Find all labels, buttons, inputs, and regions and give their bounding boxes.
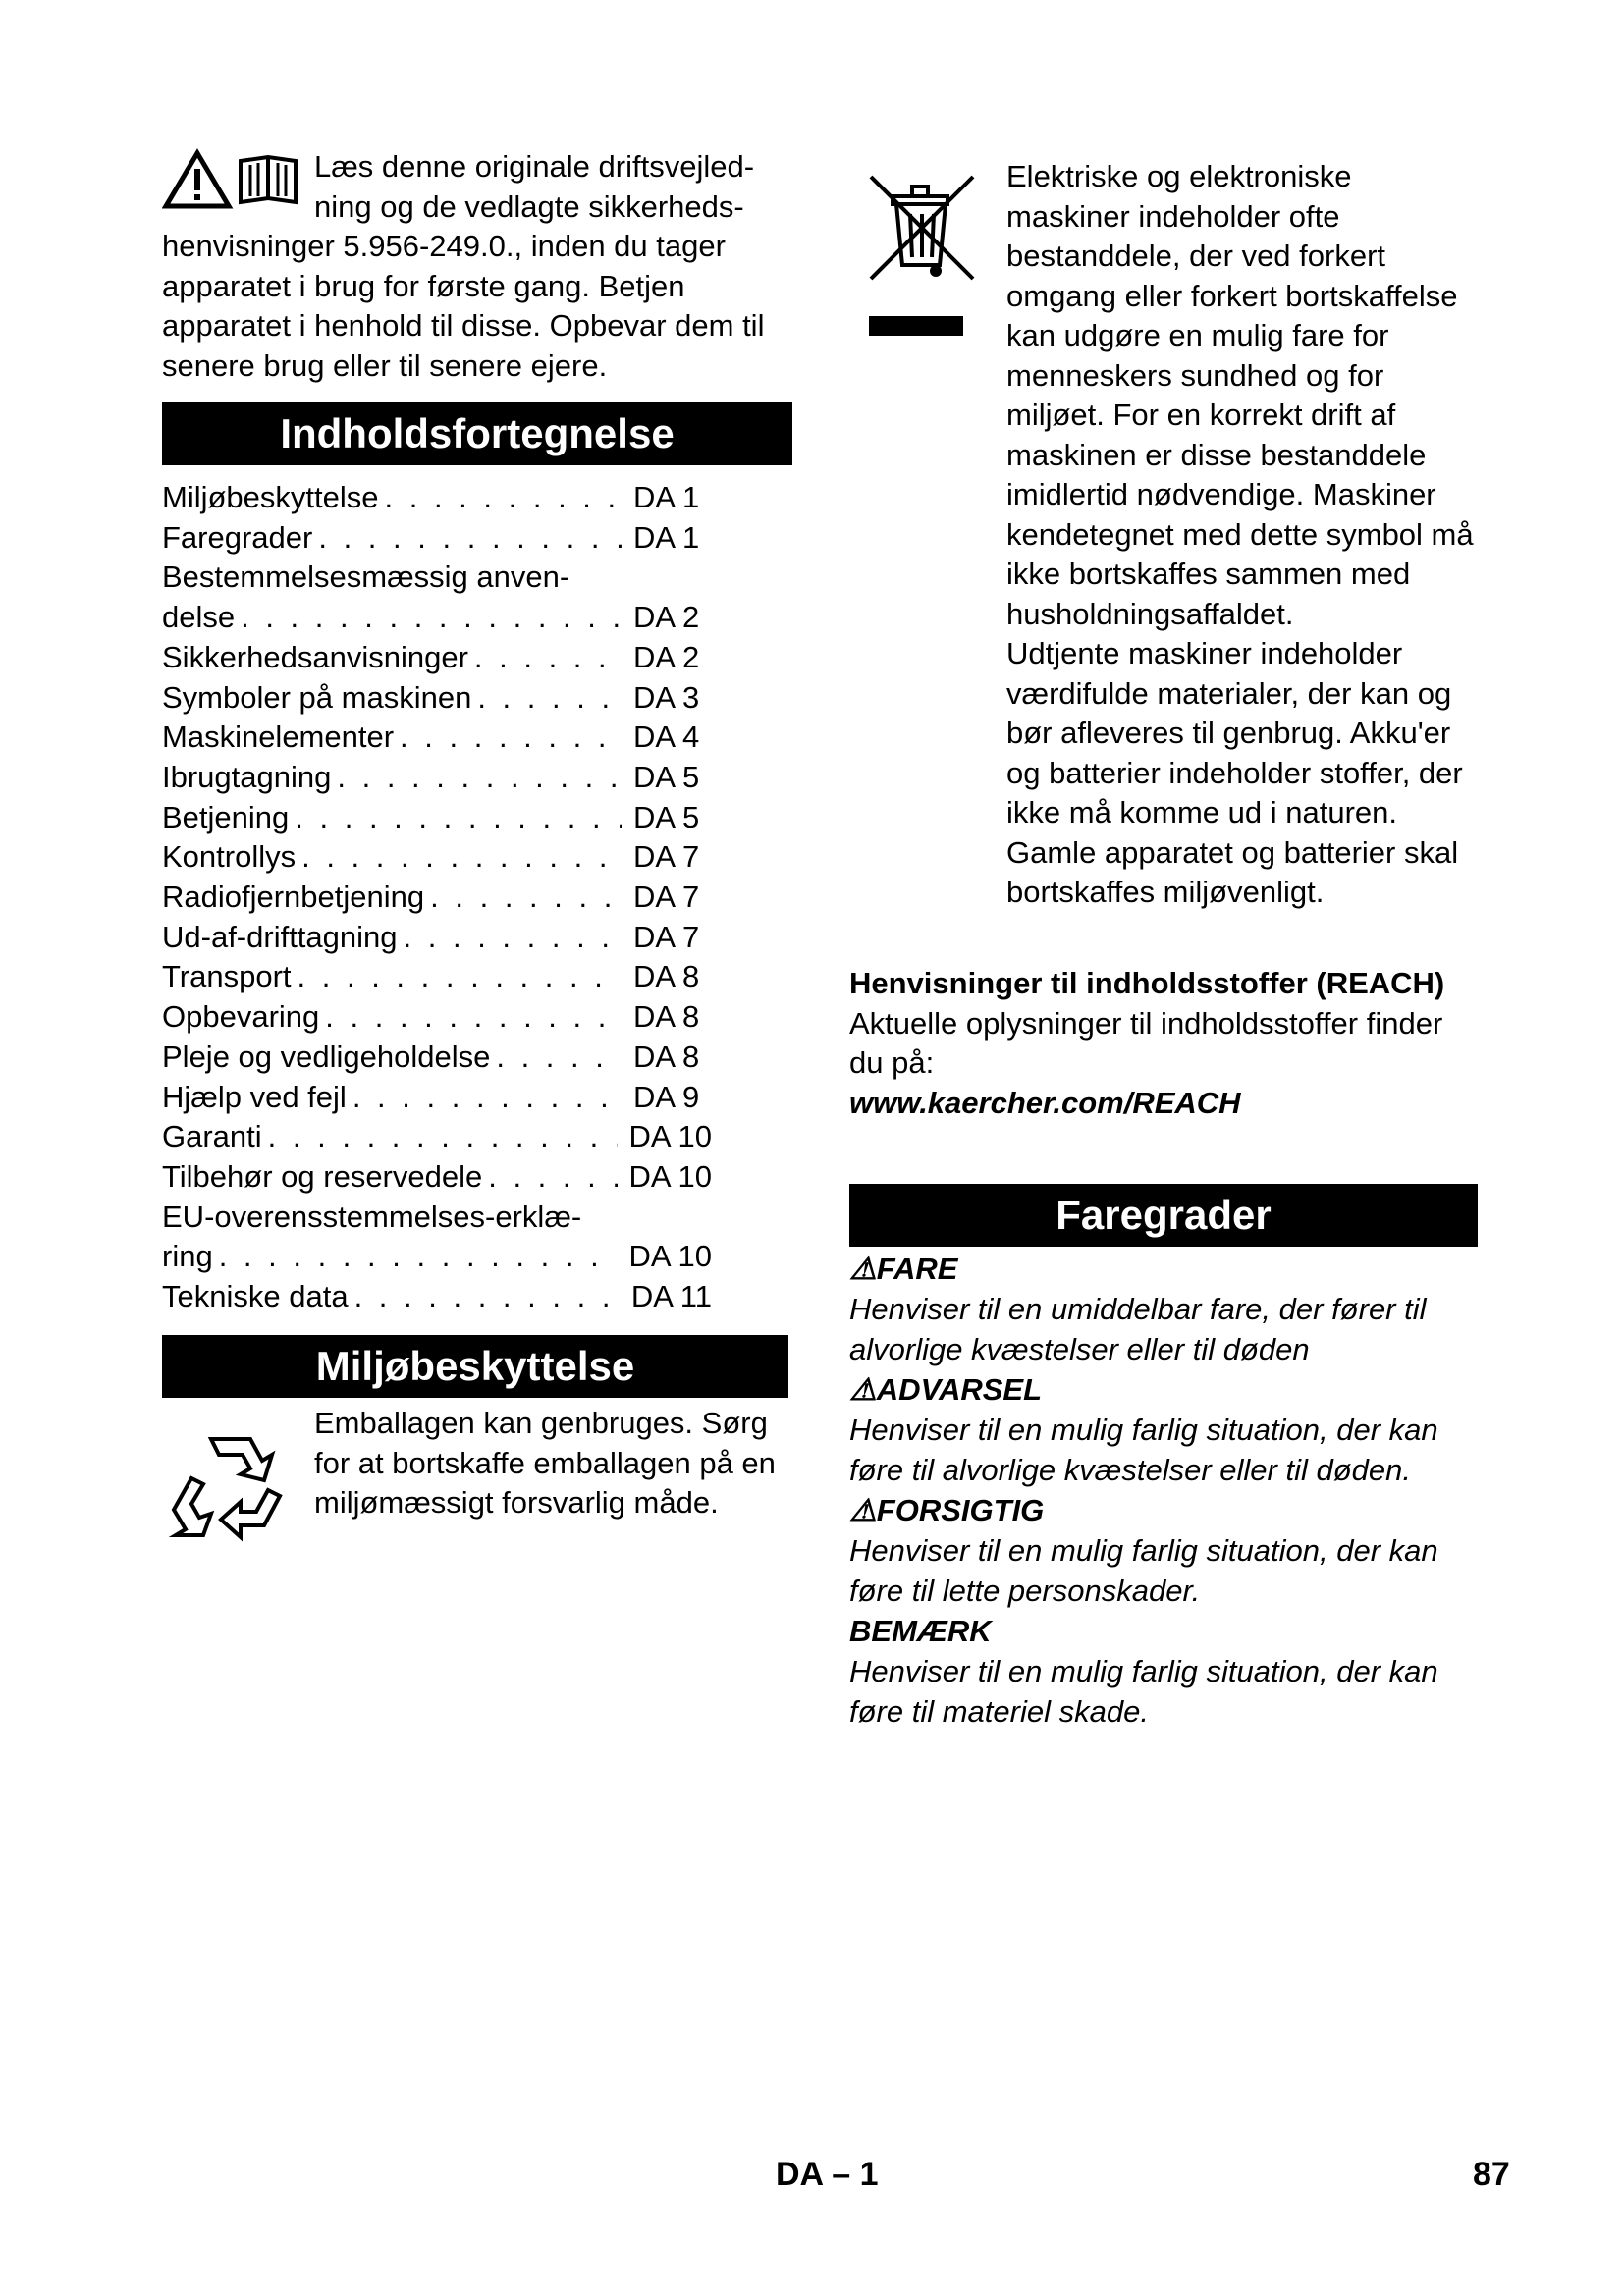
toc-row[interactable] xyxy=(162,1078,712,1118)
toc-dot-leader xyxy=(292,957,622,997)
hazard-label-bemaerk: BEMÆRK xyxy=(849,1614,992,1648)
toc-title: Symboler på maskinen xyxy=(162,679,472,715)
hazard-text-advarsel: Henviser til en mulig farlig situation, der kan føre til alvorlige kvæstelser eller til døden. xyxy=(849,1413,1438,1487)
toc-title: delse xyxy=(162,600,236,635)
weee-text: Elektriske og elektroniske maskiner indeholder ofte bestanddele, der ved forkert omgang eller forkert bortskaffelse kan udgøre en mulig fare for menneskers sundhed og for miljøet. For en korrekt drift af maskinen er disse bestanddele imidlertid nødvendige. Maskiner kendetegnet med dette symbol må ikke bortskaffes sammen med husholdningsaffaldet. xyxy=(1006,159,1474,631)
toc-row[interactable] xyxy=(162,678,712,719)
toc-page-ref: DA 10 xyxy=(628,1119,712,1154)
warning-book-icon xyxy=(162,147,309,226)
toc-page-ref: DA 8 xyxy=(633,1039,700,1074)
toc-title: Tekniske data xyxy=(162,1279,349,1314)
toc-dot-leader xyxy=(398,918,622,958)
toc-page-ref: DA 8 xyxy=(633,959,700,994)
toc-dot-leader xyxy=(312,518,622,559)
toc-row[interactable] xyxy=(162,518,712,559)
toc-dot-leader xyxy=(235,598,622,638)
toc-row[interactable] xyxy=(162,1237,712,1277)
warning-icon: ⚠ xyxy=(849,1493,877,1527)
toc-row[interactable] xyxy=(162,1117,712,1157)
toc-dot-leader xyxy=(289,798,622,838)
toc-title: Ud-af-drifttagning xyxy=(162,919,398,954)
toc-page-ref: DA 10 xyxy=(628,1158,712,1194)
toc-row[interactable] xyxy=(162,718,712,758)
toc-row[interactable] xyxy=(162,878,712,918)
intro-line-2: ning og de vedlagte sikkerheds- xyxy=(314,188,744,224)
toc-dot-leader xyxy=(482,1157,617,1198)
toc-title: Pleje og vedligeholdelse xyxy=(162,1039,491,1074)
toc-dot-leader xyxy=(213,1237,618,1277)
toc-dot-leader xyxy=(468,638,622,678)
toc-page-ref: DA 5 xyxy=(633,799,700,834)
intro-icons xyxy=(162,147,309,226)
recycle-block xyxy=(162,1404,790,1523)
intro-text: henvisninger 5.956-249.0., inden du tager apparatet i brug for første gang. Betjen apparatet i henhold til disse. Opbevar dem til senere brug eller til senere ejere. xyxy=(162,229,765,383)
hazard-label-fare: ⚠FARE xyxy=(849,1252,958,1286)
hazard-text-forsigtig: Henviser til en mulig farlig situation, der kan føre til lette personskader. xyxy=(849,1533,1438,1608)
toc-title: Tilbehør og reservedele xyxy=(162,1158,483,1194)
toc-title: Hjælp ved fejl xyxy=(162,1079,347,1114)
reach-section xyxy=(849,964,1478,1123)
toc-title: Opbevaring xyxy=(162,999,320,1035)
reach-link[interactable]: www.kaercher.com/REACH xyxy=(849,1085,1241,1120)
reach-heading: Henvisninger til indholdsstoffer (REACH) xyxy=(849,966,1445,1000)
toc-title: EU-overensstemmelses-erklæ- xyxy=(162,1199,582,1234)
page-number: 87 xyxy=(1473,2156,1510,2193)
toc-page-ref: DA 5 xyxy=(633,759,700,794)
toc-title: Faregrader xyxy=(162,519,313,555)
toc-dot-leader xyxy=(347,1078,622,1118)
toc-page-ref: DA 4 xyxy=(633,720,700,755)
toc-page-ref: DA 7 xyxy=(633,919,700,954)
warning-icon: ⚠ xyxy=(849,1252,877,1286)
toc-page-ref: DA 1 xyxy=(633,480,700,514)
toc-page-ref: DA 11 xyxy=(630,1279,712,1314)
toc-title: Bestemmelsesmæssig anven- xyxy=(162,560,570,595)
toc-row[interactable] xyxy=(162,558,712,598)
toc-row[interactable] xyxy=(162,1157,712,1198)
toc-title: Betjening xyxy=(162,799,290,834)
toc-dot-leader xyxy=(296,837,622,878)
toc-row[interactable] xyxy=(162,837,712,878)
toc-dot-leader xyxy=(262,1117,618,1157)
toc-row[interactable] xyxy=(162,638,712,678)
toc-page-ref: DA 3 xyxy=(633,679,700,715)
toc-title: ring xyxy=(162,1239,213,1274)
toc-row[interactable] xyxy=(162,1277,712,1317)
toc-page-ref: DA 1 xyxy=(633,519,700,555)
hazard-label-advarsel: ⚠ADVARSEL xyxy=(849,1372,1043,1407)
toc-dot-leader xyxy=(349,1277,620,1317)
toc-dot-leader xyxy=(319,997,622,1038)
toc-page-ref: DA 2 xyxy=(633,600,700,635)
toc-title: Transport xyxy=(162,959,292,994)
toc-title: Radiofjernbetjening xyxy=(162,880,425,915)
toc-row[interactable] xyxy=(162,1038,712,1078)
table-of-contents xyxy=(162,478,712,1317)
reach-text: Aktuelle oplysninger til indholdsstoffer finder du på: xyxy=(849,1005,1443,1080)
hazard-list xyxy=(849,1249,1478,1732)
toc-row[interactable] xyxy=(162,957,712,997)
crossed-bin-icon xyxy=(863,169,981,355)
toc-page-ref: DA 7 xyxy=(633,880,700,915)
toc-page-ref: DA 7 xyxy=(633,839,700,875)
toc-row[interactable] xyxy=(162,798,712,838)
weee-text-2: Udtjente maskiner indeholder værdifulde materialer, der kan og bør afleveres til genbrug. Akku'er og batterier indeholder stoffer, der ikke må komme ud i naturen. Gamle apparatet og batterier skal bortskaffes miljøvenligt. xyxy=(1006,636,1463,909)
toc-dot-leader xyxy=(394,718,622,758)
hazard-text-bemaerk: Henviser til en mulig farlig situation, der kan føre til materiel skade. xyxy=(849,1654,1438,1729)
toc-title: Miljøbeskyttelse xyxy=(162,480,379,514)
toc-title: Sikkerhedsanvisninger xyxy=(162,639,468,674)
toc-page-ref: DA 9 xyxy=(633,1079,700,1114)
toc-heading: Indholdsfortegnelse xyxy=(162,402,792,465)
toc-row[interactable] xyxy=(162,918,712,958)
toc-row[interactable] xyxy=(162,598,712,638)
toc-row[interactable] xyxy=(162,997,712,1038)
toc-page-ref: DA 10 xyxy=(628,1239,712,1274)
toc-title: Ibrugtagning xyxy=(162,759,332,794)
toc-row[interactable] xyxy=(162,758,712,798)
intro-line-1: Læs denne originale driftsvejled- xyxy=(314,149,755,184)
hazard-label-forsigtig: ⚠FORSIGTIG xyxy=(849,1493,1045,1527)
toc-row[interactable] xyxy=(162,1198,712,1238)
intro-section xyxy=(162,147,790,386)
toc-title: Maskinelementer xyxy=(162,720,395,755)
warning-icon: ⚠ xyxy=(849,1372,877,1407)
toc-dot-leader xyxy=(424,878,622,918)
toc-dot-leader xyxy=(331,758,622,798)
recycle-icon xyxy=(162,1419,299,1557)
section-page-number: DA – 1 xyxy=(776,2156,879,2193)
toc-dot-leader xyxy=(379,478,623,518)
recycle-text: Emballagen kan genbruges. Sørg for at bortskaffe emballagen på en miljømæssigt forsvarlig måde. xyxy=(314,1406,776,1520)
environment-heading: Miljøbeskyttelse xyxy=(162,1335,788,1398)
toc-row[interactable] xyxy=(162,478,712,518)
hazard-text-fare: Henviser til en umiddelbar fare, der fører til alvorlige kvæstelser eller til døden xyxy=(849,1292,1427,1366)
weee-block xyxy=(849,157,1478,913)
hazard-heading: Faregrader xyxy=(849,1184,1478,1247)
toc-dot-leader xyxy=(471,678,622,719)
toc-title: Kontrollys xyxy=(162,839,297,875)
toc-dot-leader xyxy=(490,1038,622,1078)
toc-page-ref: DA 2 xyxy=(633,639,700,674)
toc-page-ref: DA 8 xyxy=(633,999,700,1035)
toc-title: Garanti xyxy=(162,1119,262,1154)
